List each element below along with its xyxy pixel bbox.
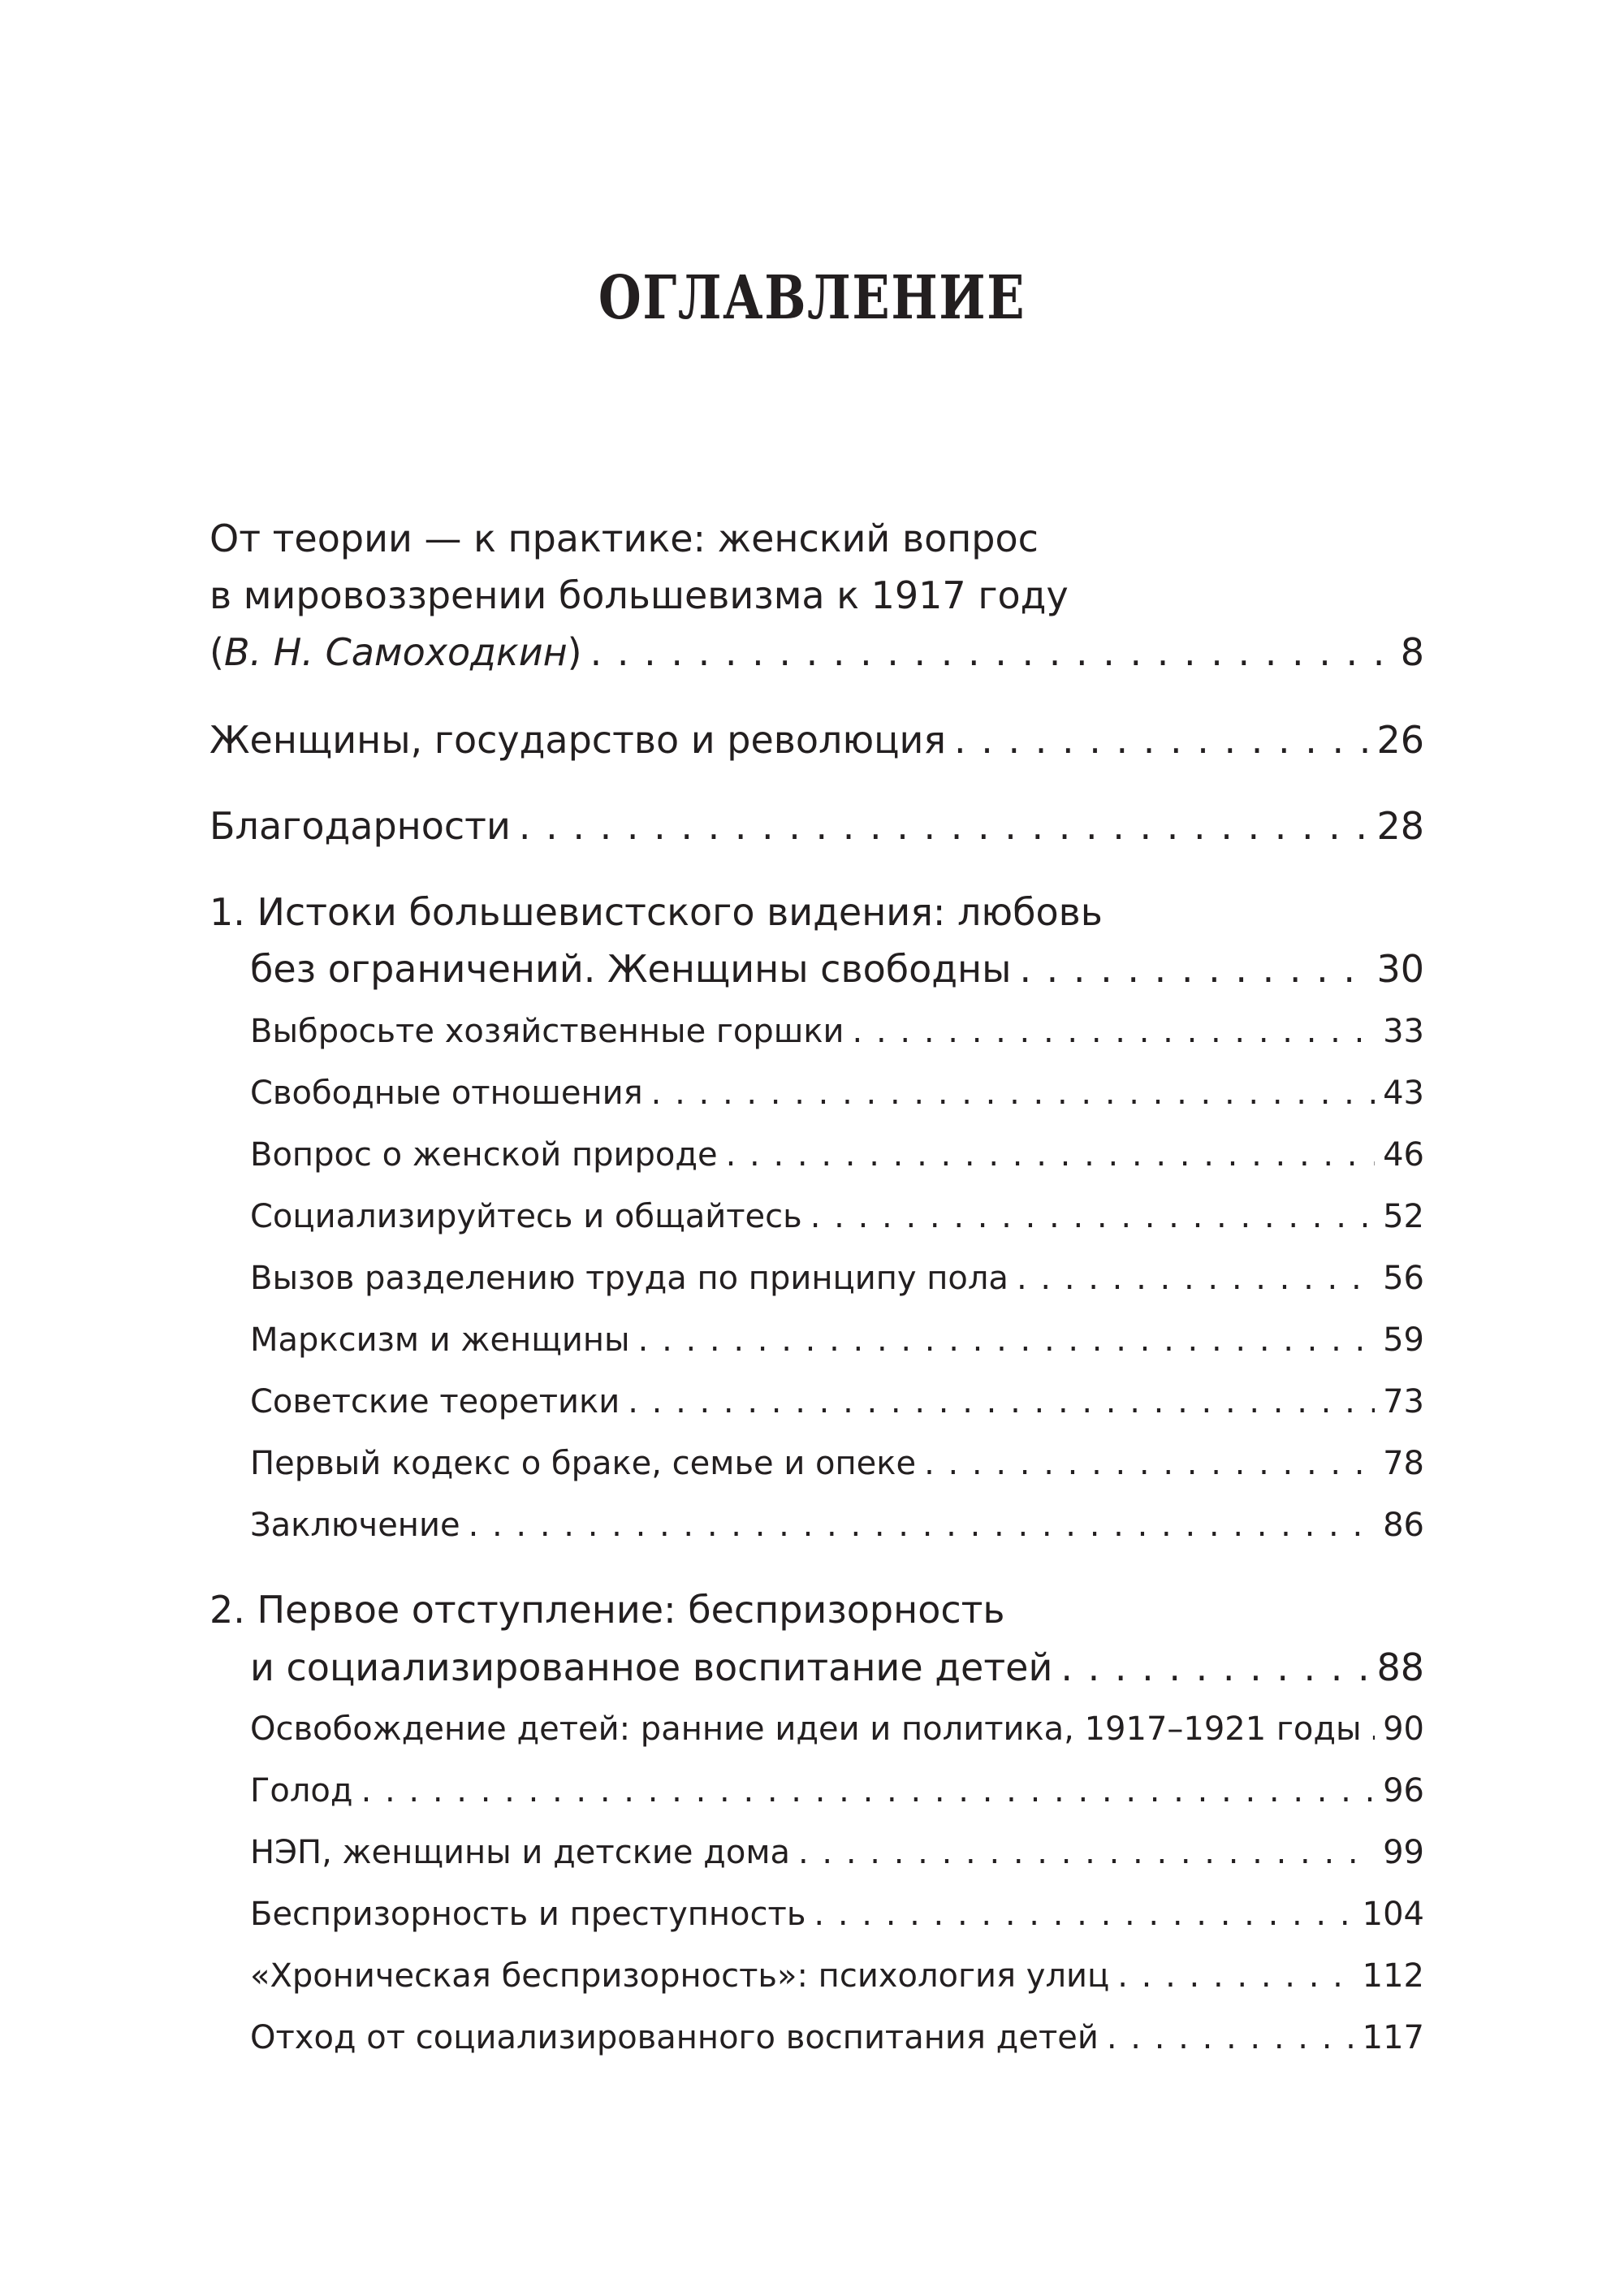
- dot-leader: [519, 804, 1369, 848]
- toc-section[interactable]: [250, 1507, 1424, 1544]
- toc-chapter1-line2[interactable]: [250, 947, 1424, 991]
- toc-page-number: 26: [1376, 718, 1424, 762]
- toc-section[interactable]: [250, 1772, 1424, 1810]
- toc-section[interactable]: [250, 1198, 1424, 1235]
- toc-section-label: «Хроническая беспризорность»: психология улиц: [250, 1957, 1110, 1995]
- toc-section-label: Марксизм и женщины: [250, 1321, 630, 1359]
- toc-page-number: 104: [1362, 1896, 1424, 1933]
- dot-leader: [726, 1136, 1375, 1174]
- dot-leader: [1017, 1260, 1375, 1297]
- dot-leader: [853, 1013, 1376, 1050]
- dot-leader: [924, 1445, 1375, 1482]
- toc-intro-author: (В. Н. Самоходкин): [209, 630, 582, 674]
- toc-page-number: 88: [1376, 1645, 1424, 1689]
- page-title: ОГЛАВЛЕНИЕ: [598, 263, 1026, 333]
- toc-section[interactable]: [250, 1013, 1424, 1050]
- toc-section[interactable]: [250, 1710, 1424, 1748]
- toc-section[interactable]: [250, 1445, 1424, 1482]
- toc-page-number: 86: [1383, 1507, 1424, 1544]
- dot-leader: [1117, 1957, 1354, 1995]
- toc-page-number: 43: [1383, 1074, 1424, 1112]
- toc-page-number: 8: [1400, 630, 1424, 674]
- toc-chapter2-line1[interactable]: 2. Первое отступление: беспризорность: [209, 1588, 1005, 1632]
- toc-section-label: Голод: [250, 1772, 353, 1810]
- toc-page-number: 56: [1383, 1260, 1424, 1297]
- toc-entry-women-state[interactable]: [209, 718, 1424, 762]
- toc-entry-label: Благодарности: [209, 804, 511, 848]
- toc-section-label: Вопрос о женской природе: [250, 1136, 718, 1174]
- dot-leader: [814, 1896, 1354, 1933]
- toc-section-label: НЭП, женщины и детские дома: [250, 1834, 790, 1871]
- toc-intro-line1[interactable]: От теории — к практике: женский вопрос: [209, 517, 1039, 560]
- toc-entry-thanks[interactable]: [209, 804, 1424, 848]
- toc-section-label: Свободные отношения: [250, 1074, 643, 1112]
- toc-page-number: 28: [1376, 804, 1424, 848]
- toc-section[interactable]: [250, 1896, 1424, 1933]
- toc-intro-line2[interactable]: в мировоззрении большевизма к 1917 году: [209, 573, 1069, 617]
- toc-entry-label: и социализированное воспитание детей: [250, 1645, 1053, 1689]
- toc-page-number: 59: [1383, 1321, 1424, 1359]
- toc-page-number: 90: [1383, 1710, 1424, 1748]
- toc-section[interactable]: [250, 1321, 1424, 1359]
- toc-section-label: Заключение: [250, 1507, 460, 1544]
- toc-page-number: 73: [1383, 1383, 1424, 1420]
- dot-leader: [469, 1507, 1376, 1544]
- toc-section[interactable]: [250, 1136, 1424, 1174]
- dot-leader: [1060, 1645, 1368, 1689]
- toc-section[interactable]: [250, 2019, 1424, 2056]
- toc-page-number: 46: [1383, 1136, 1424, 1174]
- dot-leader: [1370, 1710, 1375, 1748]
- toc-section-label: Советские теоретики: [250, 1383, 620, 1420]
- toc-intro-author-line[interactable]: [209, 630, 1424, 674]
- toc-section-label: Выбросьте хозяйственные горшки: [250, 1013, 844, 1050]
- dot-leader: [628, 1383, 1375, 1420]
- toc-section-label: Социализируйтесь и общайтесь: [250, 1198, 802, 1235]
- toc-page-number: 30: [1376, 947, 1424, 991]
- toc-page-number: 96: [1383, 1772, 1424, 1810]
- toc-section-label: Беспризорность и преступность: [250, 1896, 806, 1933]
- toc-page-number: 33: [1383, 1013, 1424, 1050]
- toc-section[interactable]: [250, 1383, 1424, 1420]
- toc-section[interactable]: [250, 1834, 1424, 1871]
- dot-leader: [1107, 2019, 1354, 2056]
- toc-section-label: Отход от социализированного воспитания детей: [250, 2019, 1099, 2056]
- toc-page-number: 52: [1383, 1198, 1424, 1235]
- toc-entry-label: Женщины, государство и революция: [209, 718, 947, 762]
- toc-page-number: 112: [1362, 1957, 1424, 1995]
- dot-leader: [361, 1772, 1376, 1810]
- dot-leader: [590, 630, 1393, 674]
- toc-chapter1-line1[interactable]: 1. Истоки большевистского видения: любовь: [209, 890, 1103, 934]
- toc-chapter2-line2[interactable]: [250, 1645, 1424, 1689]
- toc-page-number: 99: [1383, 1834, 1424, 1871]
- toc-page-number: 117: [1362, 2019, 1424, 2056]
- toc-section[interactable]: [250, 1074, 1424, 1112]
- dot-leader: [810, 1198, 1375, 1235]
- dot-leader: [638, 1321, 1375, 1359]
- toc-section-label: Освобождение детей: ранние идеи и политика, 1917–1921 годы: [250, 1710, 1362, 1748]
- toc-section-label: Вызов разделению труда по принципу пола: [250, 1260, 1009, 1297]
- dot-leader: [1019, 947, 1368, 991]
- toc-section-label: Первый кодекс о браке, семье и опеке: [250, 1445, 917, 1482]
- dot-leader: [651, 1074, 1375, 1112]
- toc-section[interactable]: [250, 1957, 1424, 1995]
- toc-entry-label: без ограничений. Женщины свободны: [250, 947, 1012, 991]
- dot-leader: [798, 1834, 1375, 1871]
- toc-section[interactable]: [250, 1260, 1424, 1297]
- dot-leader: [954, 718, 1368, 762]
- toc-page-number: 78: [1383, 1445, 1424, 1482]
